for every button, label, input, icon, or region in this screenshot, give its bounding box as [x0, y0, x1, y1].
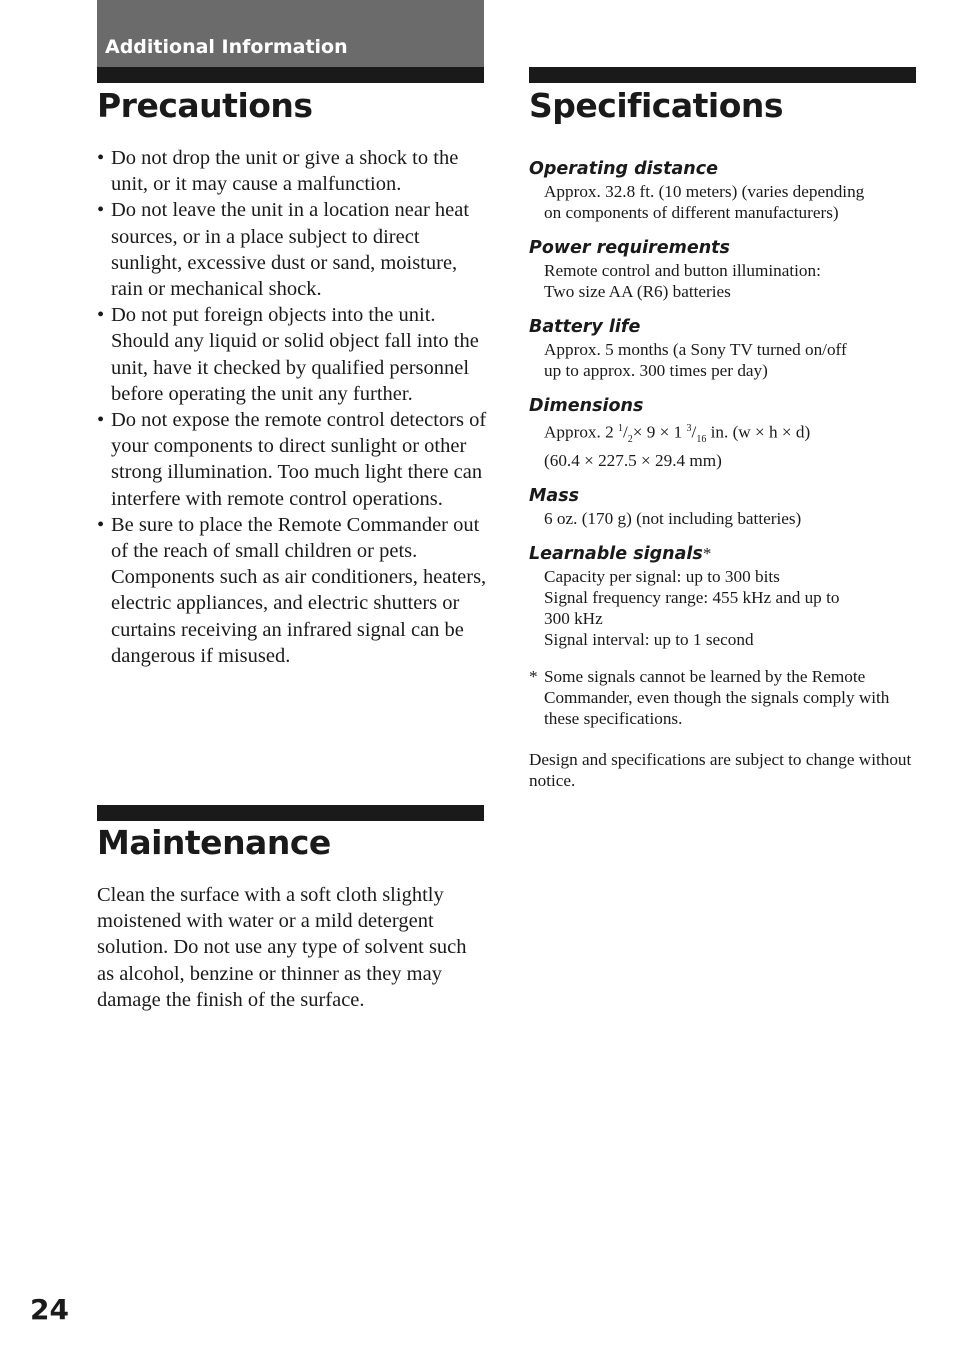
spec-line: 300 kHz	[544, 609, 603, 629]
fraction-numerator: 1	[618, 423, 623, 434]
spec-line: Two size AA (R6) batteries	[544, 282, 731, 301]
spec-value	[529, 418, 919, 471]
list-item-text: Be sure to place the Remote Commander out of the reach of small children or pets. Components such as air conditioners, heaters, electric appliances, and electric shutters or curtains receiving an infrared signal can be dangerous if misused.	[111, 513, 487, 667]
bullet-icon: •	[97, 304, 105, 327]
footnote-text: Some signals cannot be learned by the Remote Commander, even though the signals comply with these specifications.	[544, 667, 890, 729]
spec-line: Approx. 2 $^1/_2\times 9 \times 1$ $^3/_{16}$ in. (w × h × d)	[544, 422, 811, 446]
spec-line: up to approx. 300 times per day)	[544, 361, 768, 380]
spec-line: Approx. 5 months (a Sony TV turned on/off	[544, 340, 847, 359]
spec-line: Signal frequency range: 455 kHz and up to	[544, 588, 840, 608]
dimension-mid: × 9 × 1	[632, 422, 687, 442]
spec-power-requirements	[529, 236, 919, 302]
spec-line: Signal interval: up to 1 second	[544, 630, 754, 650]
bullet-icon: •	[97, 513, 105, 536]
footnote-mark: *	[529, 667, 538, 687]
spec-value	[529, 339, 919, 381]
bullet-icon: •	[97, 199, 105, 222]
specifications-title: Specifications	[529, 86, 784, 125]
bullet-icon: •	[97, 147, 105, 169]
list-item-text: Do not expose the remote control detectors of your components to direct sunlight or other strong illumination. Too much light there can interfere with remote control operations.	[111, 409, 487, 510]
precautions-list	[97, 145, 487, 669]
list-item	[97, 302, 487, 407]
precautions-title: Precautions	[97, 86, 313, 125]
maintenance-rule	[97, 805, 484, 821]
maintenance-title: Maintenance	[97, 823, 331, 862]
spec-value	[529, 181, 919, 223]
dimension-tail: in. (w × h × d)	[706, 422, 811, 442]
spec-line: (60.4 × 227.5 × 29.4 mm)	[544, 451, 722, 471]
maintenance-text: Clean the surface with a soft cloth slightly moistened with water or a mild detergent solution. Do not use any type of solvent such as alcohol, benzine or thinner as they may damage the finish of the surface.	[97, 884, 467, 1011]
fraction-denominator: 2	[627, 434, 633, 446]
spec-line: Remote control and button illumination:	[544, 261, 821, 280]
list-item	[97, 197, 487, 302]
spec-heading: Dimensions	[529, 396, 644, 416]
spec-heading: Mass	[529, 486, 580, 507]
asterisk-mark: *	[702, 544, 712, 564]
list-item-text: Do not drop the unit or give a shock to the unit, or it may cause a malfunction.	[111, 147, 459, 196]
spec-line: Capacity per signal: up to 300 bits	[544, 567, 780, 587]
spec-battery-life	[529, 315, 919, 381]
fraction-denominator: 16	[696, 434, 707, 446]
spec-value	[529, 508, 919, 529]
list-item-text: Do not put foreign objects into the unit. Should any liquid or solid object fall into the unit, have it checked by qualified personnel before operating the unit any further.	[111, 304, 479, 405]
spec-operating-distance	[529, 157, 919, 223]
spec-value	[529, 260, 919, 302]
section-tab	[97, 0, 484, 83]
spec-heading: Operating distance	[529, 159, 718, 179]
spec-heading: Battery life	[529, 317, 641, 337]
specifications-rule	[529, 67, 916, 83]
spec-heading-text: Learnable signals	[529, 544, 703, 565]
list-item	[97, 407, 487, 512]
spec-value	[529, 566, 919, 650]
list-item-text: Do not leave the unit in a location near heat sources, or in a place subject to direct sunlight, excessive dust or sand, moisture, rain or mechanical shock.	[111, 199, 470, 301]
page-number: 24	[30, 1293, 69, 1326]
specifications-list	[529, 157, 919, 791]
spec-learnable-signals	[529, 542, 919, 650]
dimension-approx: Approx. 2	[544, 422, 618, 442]
spec-line: Approx. 32.8 ft. (10 meters) (varies depending	[544, 182, 865, 201]
spec-line: on components of different manufacturers)	[544, 203, 839, 222]
spec-dimensions	[529, 394, 919, 471]
bullet-icon: •	[97, 409, 105, 432]
change-notice: Design and specifications are subject to change without notice.	[529, 750, 912, 791]
spec-heading	[529, 542, 919, 566]
footnote	[529, 666, 919, 729]
spec-heading: Power requirements	[529, 238, 730, 258]
spec-mass	[529, 484, 919, 529]
list-item	[97, 145, 487, 197]
section-tab-label: Additional Information	[105, 36, 348, 58]
list-item	[97, 512, 487, 669]
spec-line: 6 oz. (170 g) (not including batteries)	[544, 509, 802, 529]
fraction-numerator: 3	[686, 423, 692, 434]
